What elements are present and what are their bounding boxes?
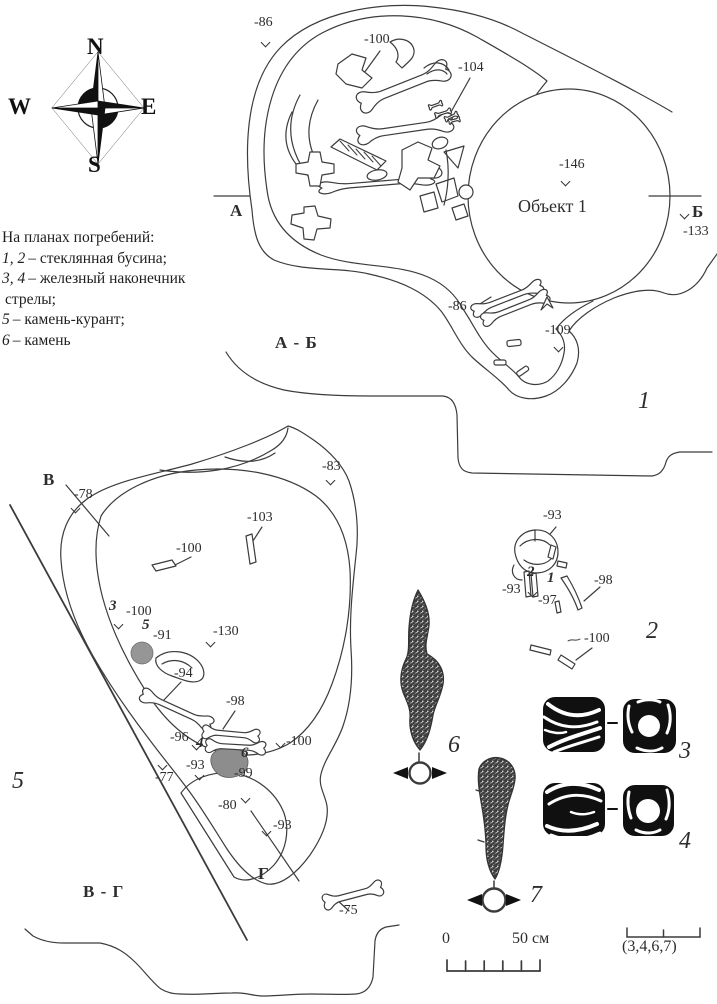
bone-cluster-plan1 [286,39,473,240]
legend-line: 3, 4 – железный наконечник [2,270,186,287]
elevation-label: -78 [74,487,93,502]
find-mark: 6 [241,745,249,761]
elevation-label: -146 [559,157,585,172]
legend-line: 6 – камень [2,331,71,349]
figure-number: 3 [679,738,691,764]
elevation-label: -130 [213,624,239,639]
elevation-label: -97 [538,593,557,608]
section-a-b-title: А - Б [275,333,318,352]
elevation-label: -94 [174,666,193,681]
compass-south: S [88,152,101,177]
find-mark: 3 [109,598,117,614]
elevation-label: -86 [448,299,467,314]
legend-line: 5 – камень-курант; [2,311,125,328]
elevation-label: -133 [683,224,709,239]
object-1-title: Объект 1 [518,196,587,216]
scale-bar-finds [627,928,700,937]
elevation-label: -83 [322,459,341,474]
section-v-g-title: В - Г [83,882,125,901]
elevation-label: -100 [364,32,390,47]
scale-group-label: (3,4,6,7) [622,938,677,955]
elevation-label: -98 [594,573,613,588]
elevation-label: -100 [584,631,610,646]
elevation-label: -109 [545,323,571,338]
plan2-drawing [10,426,385,940]
figure-number: 4 [679,828,691,854]
compass-north: N [87,34,104,59]
find-mark: 5 [142,617,150,633]
elevation-label: -98 [226,694,245,709]
figure-number: 5 [12,768,24,794]
elevation-label: -100 [126,604,152,619]
elevation-label: -96 [170,730,189,745]
scale-zero: 0 [442,930,450,947]
elevation-label: -80 [218,798,237,813]
elevation-label: -86 [254,15,273,30]
elevation-label: -93 [186,758,205,773]
find-mark: 4 [196,735,204,751]
bead-4-drawing [543,783,674,839]
bead-3-drawing [543,697,676,753]
elevation-label: -93 [502,582,521,597]
elevation-label: -100 [176,541,202,556]
profile-v-g [25,925,399,996]
elevation-label: -103 [247,510,273,525]
figure-number: 6 [448,732,460,758]
scale-bar-plans [447,960,540,971]
find-mark: 2 [527,564,535,580]
elevation-label: -100 [286,734,312,749]
figure-number: 2 [646,618,658,644]
elevation-label: -104 [458,60,484,75]
elevation-label: -93 [543,508,562,523]
find-mark: 1 [547,570,555,586]
elevation-label: -99 [234,766,253,781]
compass-east: E [141,94,157,119]
section-letter: Б [692,202,704,221]
compass-rose-icon [52,52,144,164]
legend-title: На планах погребений: [2,229,155,246]
compass-west: W [8,94,31,119]
lower-pit-finds-plan1 [470,278,553,377]
section-letter: А [230,201,243,220]
stone-kurant-5 [131,642,153,664]
arrowhead-6-drawing [393,590,447,784]
section-letter: В [43,470,55,489]
elevation-label: -93 [273,818,292,833]
elevation-label: -77 [155,770,174,785]
section-letter: Г [258,864,269,883]
arrowhead-7-drawing [467,758,521,912]
elevation-label: -91 [153,628,172,643]
legend-line: 1, 2 – стеклянная бусина; [2,249,167,267]
scale-fifty-cm: 50 см [512,930,550,947]
elevation-label: -75 [339,903,358,918]
legend-line: стрелы; [5,290,56,308]
figure-number: 7 [530,882,542,908]
legend [2,228,237,351]
figure-number: 1 [638,388,650,414]
